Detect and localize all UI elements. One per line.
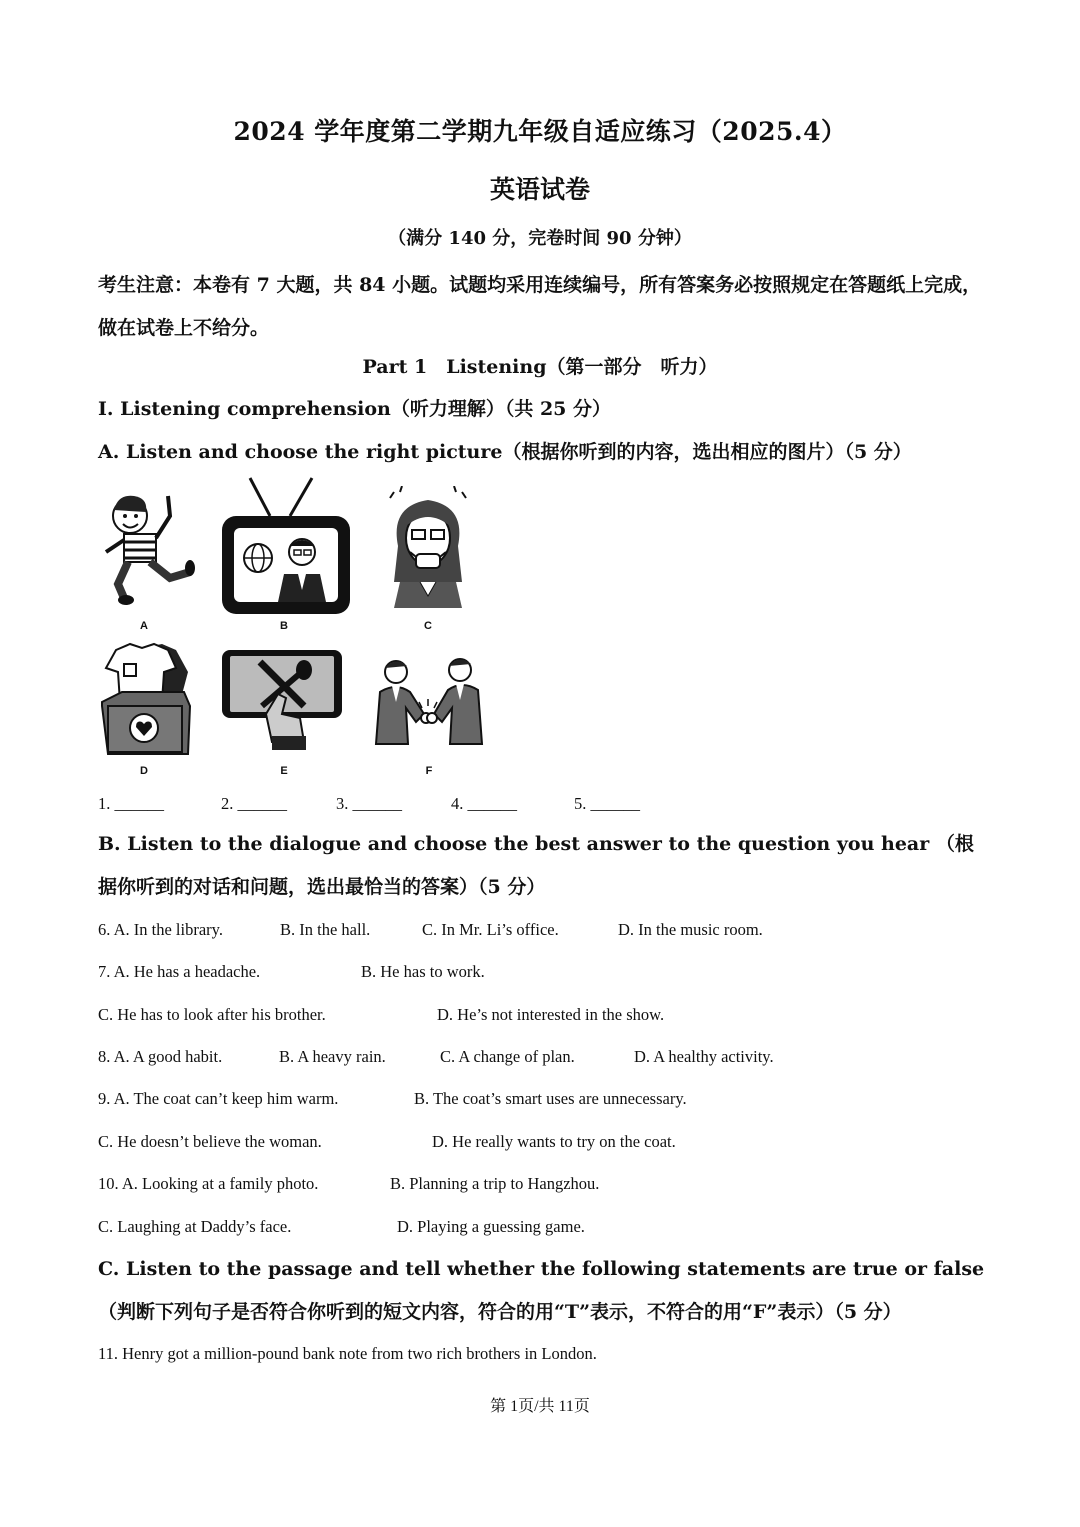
food-delivery-phone-icon	[220, 648, 344, 752]
q10-option-d[interactable]: D. Playing a guessing game.	[397, 1217, 585, 1236]
q8-option-b[interactable]: B. A heavy rain.	[279, 1047, 386, 1066]
q6-option-c[interactable]: C. In Mr. Li’s office.	[422, 920, 559, 939]
question-10-row2	[98, 1217, 998, 1241]
q7-option-a[interactable]: 7. A. He has a headache.	[98, 962, 261, 981]
picture-label-d: D	[140, 765, 148, 777]
question-9-row1	[98, 1089, 998, 1113]
question-10-row1	[98, 1174, 998, 1198]
q7-option-b[interactable]: B. He has to work.	[361, 962, 485, 981]
question-7-row2	[98, 1005, 998, 1029]
q8-option-c[interactable]: C. A change of plan.	[440, 1047, 575, 1066]
blank-2[interactable]: 2. ______	[221, 794, 287, 813]
jumping-boy-icon	[98, 486, 196, 608]
blank-4[interactable]: 4. ______	[451, 794, 517, 813]
section-a-heading: A. Listen and choose the right picture（根据你听到的内容，选出相应的图片）（5 分）	[98, 441, 912, 463]
section-b-heading: B. Listen to the dialogue and choose the best answer to the question you hear （根据你听到的对话和问题，选出最恰当的答案）（5 分）	[98, 833, 974, 898]
question-8	[98, 1047, 998, 1071]
two-men-greeting-icon	[370, 652, 488, 752]
exam-meta: （满分 140 分，完卷时间 90 分钟）	[388, 228, 692, 249]
clothes-donation-box-icon	[96, 642, 192, 756]
blank-3[interactable]: 3. ______	[336, 794, 402, 813]
picture-label-f: F	[425, 765, 433, 777]
q7-option-c[interactable]: C. He has to look after his brother.	[98, 1005, 326, 1024]
question-9-row2	[98, 1132, 998, 1156]
blank-5[interactable]: 5. ______	[574, 794, 640, 813]
q9-option-a[interactable]: 9. A. The coat can’t keep him warm.	[98, 1089, 339, 1108]
q10-option-c[interactable]: C. Laughing at Daddy’s face.	[98, 1217, 292, 1236]
section-i-heading: I. Listening comprehension（听力理解）（共 25 分）	[98, 398, 612, 420]
picture-label-b: B	[280, 620, 288, 632]
section-c-heading: C. Listen to the passage and tell whether the following statements are true or false （判断下列句子是否符合你听到的短文内容，符合的用“T”表示，不符合的用“F”表示）（5 分）	[98, 1258, 985, 1323]
q8-option-d[interactable]: D. A healthy activity.	[634, 1047, 774, 1066]
q6-option-d[interactable]: D. In the music room.	[618, 920, 763, 939]
q10-option-b[interactable]: B. Planning a trip to Hangzhou.	[390, 1174, 600, 1193]
q7-option-d[interactable]: D. He’s not interested in the show.	[437, 1005, 665, 1024]
blank-1[interactable]: 1. ______	[98, 794, 164, 813]
page-footer: 第 1页/共 11页	[490, 1398, 590, 1415]
q6-option-a[interactable]: 6. A. In the library.	[98, 920, 223, 939]
picture-label-a: A	[140, 620, 148, 632]
tv-newscaster-icon	[220, 474, 352, 616]
q9-option-d[interactable]: D. He really wants to try on the coat.	[432, 1132, 676, 1151]
part1-heading: Part 1 Listening（第一部分 听力）	[362, 356, 718, 378]
exam-title: 2024 学年度第二学期九年级自适应练习（2025.4）	[233, 117, 847, 146]
q9-option-b[interactable]: B. The coat’s smart uses are unnecessary.	[414, 1089, 687, 1108]
picture-label-e: E	[280, 765, 288, 777]
question-7-row1	[98, 962, 998, 986]
q8-option-a[interactable]: 8. A. A good habit.	[98, 1047, 223, 1066]
exam-subtitle: 英语试卷	[489, 175, 590, 204]
question-11: 11. Henry got a million-pound bank note from two rich brothers in London.	[98, 1344, 597, 1363]
q10-option-a[interactable]: 10. A. Looking at a family photo.	[98, 1174, 319, 1193]
worried-woman-icon	[380, 486, 476, 608]
picture-label-c: C	[424, 620, 432, 632]
exam-notice: 考生注意：本卷有 7 大题，共 84 小题。试题均采用连续编号，所有答案务必按照规定在答题纸上完成，做在试卷上不给分。	[98, 274, 982, 339]
q6-option-b[interactable]: B. In the hall.	[280, 920, 371, 939]
q9-option-c[interactable]: C. He doesn’t believe the woman.	[98, 1132, 322, 1151]
question-6	[98, 920, 998, 944]
